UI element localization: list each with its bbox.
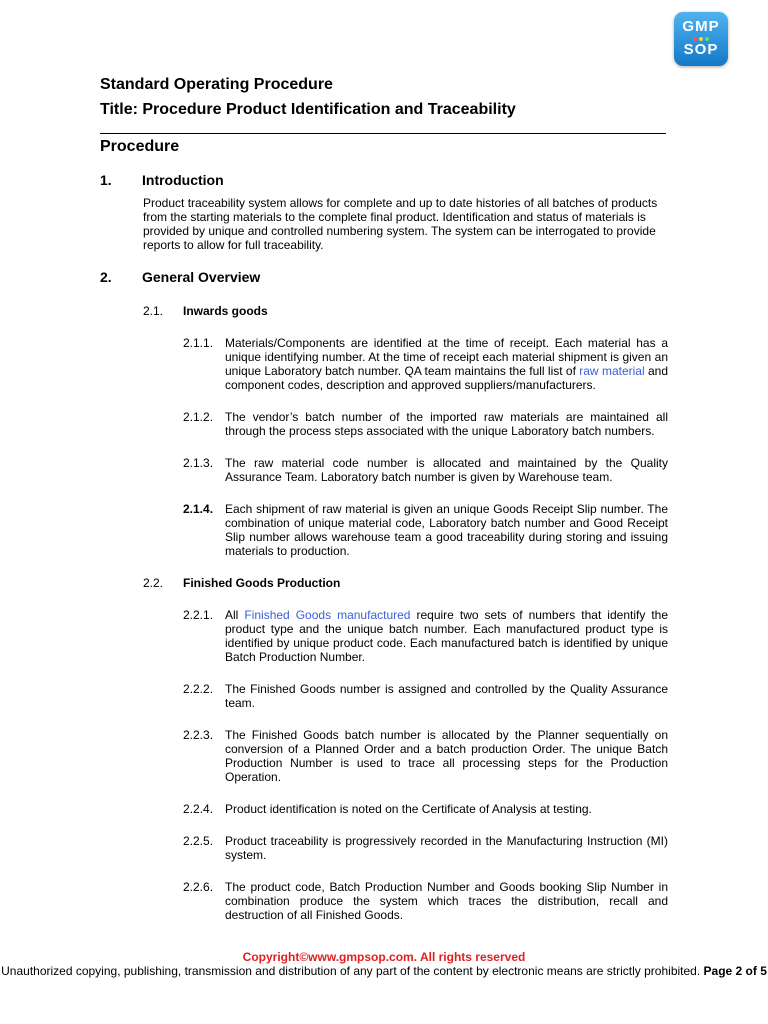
introduction-paragraph: Product traceability system allows for complete and up to date histories of all batches of products from the starting materials to the complete final product. Identification and status of materials is provided by unique and controlled numbering system. The system can be interrogated to provide reports to allow for full traceability. bbox=[143, 196, 658, 252]
finished-goods-link[interactable]: Finished Goods manufactured bbox=[244, 608, 411, 622]
item-text: Product identification is noted on the Certificate of Analysis at testing. bbox=[225, 802, 592, 816]
item-number: 2.2.1. bbox=[183, 608, 214, 622]
item-text: Materials/Components are identified at the time of receipt. Each material has a unique identifying number. At the time of receipt each material shipment is given an unique Laboratory batch number. QA team maintains the full list of raw material and component codes, description and approved suppliers/manufacturers. bbox=[225, 336, 668, 392]
section-2-number: 2. bbox=[100, 269, 112, 285]
logo-line-2: SOP bbox=[683, 41, 719, 58]
item-text: Product traceability is progressively recorded in the Manufacturing Instruction (MI) system. bbox=[225, 834, 668, 862]
item-number: 2.2.3. bbox=[183, 728, 214, 742]
section-2-title: General Overview bbox=[142, 269, 261, 285]
item-text: All Finished Goods manufactured require two sets of numbers that identify the product type and the unique batch number. Each manufactured product type is identified by unique product code. Each manufactured batch is identified by unique Batch Production Number. bbox=[225, 608, 669, 664]
item-number: 2.2.4. bbox=[183, 802, 214, 816]
page-number: Page 2 of 5 bbox=[703, 964, 767, 978]
item-number: 2.1.1. bbox=[183, 336, 214, 350]
copyright-notice: Copyright©www.gmpsop.com. All rights reserved bbox=[242, 950, 526, 964]
footer-notice: Unauthorized copying, publishing, transmission and distribution of any part of the content by electronic means are strictly prohibited. Page 2 of 5 bbox=[1, 964, 767, 978]
item-number: 2.1.4. bbox=[183, 502, 214, 516]
item-number: 2.1.3. bbox=[183, 456, 214, 470]
logo-line-1: GMP bbox=[682, 18, 720, 35]
item-text: The Finished Goods number is assigned and controlled by the Quality Assurance team. bbox=[225, 682, 668, 710]
header-divider bbox=[100, 133, 666, 134]
item-number: 2.1.2. bbox=[183, 410, 214, 424]
section-1-title: Introduction bbox=[142, 172, 224, 188]
procedure-heading: Procedure bbox=[100, 138, 180, 155]
item-number: 2.2.5. bbox=[183, 834, 214, 848]
gmp-sop-logo bbox=[674, 12, 728, 66]
item-number: 2.2.2. bbox=[183, 682, 214, 696]
item-text: The Finished Goods batch number is allocated by the Planner sequentially on conversion of a Planned Order and a batch production Order. The unique Batch Production Number is used to trace all processing steps for the Production Operation. bbox=[225, 728, 668, 784]
doc-type-heading: Standard Operating Procedure bbox=[100, 76, 333, 93]
item-text: The raw material code number is allocated and maintained by the Quality Assurance Team. Laboratory batch number is given by Warehouse team. bbox=[225, 456, 668, 484]
subsection-2-1-title: Inwards goods bbox=[183, 304, 268, 318]
subsection-2-2-number: 2.2. bbox=[143, 576, 164, 590]
item-number: 2.2.6. bbox=[183, 880, 214, 894]
item-text: The product code, Batch Production Number and Goods booking Slip Number in combination produce the system which traces the distribution, recall and destruction of all Finished Goods. bbox=[225, 880, 668, 922]
subsection-2-2-title: Finished Goods Production bbox=[183, 576, 341, 590]
subsection-2-1-number: 2.1. bbox=[143, 304, 164, 318]
item-text: The vendor’s batch number of the imported raw materials are maintained all through the process steps associated with the unique Laboratory batch numbers. bbox=[225, 410, 668, 438]
item-text: Each shipment of raw material is given an unique Goods Receipt Slip number. The combination of unique material code, Laboratory batch number and Good Receipt Slip number allows warehouse team a good traceability during storing and issuing materials to production. bbox=[225, 502, 668, 558]
doc-title-heading: Title: Procedure Product Identification and Traceability bbox=[100, 101, 516, 118]
raw-material-link[interactable]: raw material bbox=[579, 364, 645, 378]
section-1-number: 1. bbox=[100, 172, 112, 188]
